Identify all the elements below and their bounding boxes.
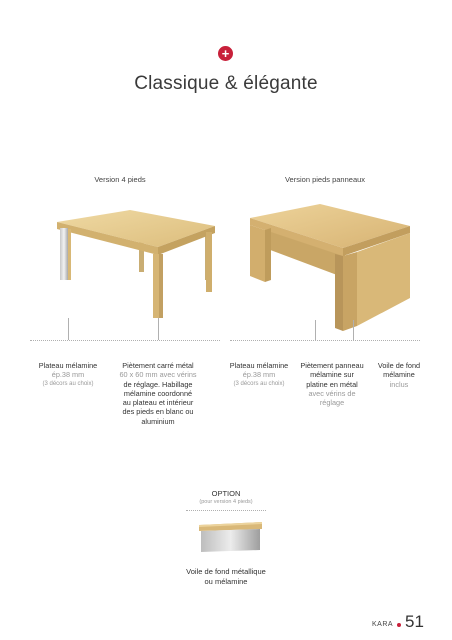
feature-pietement-carre: Piètement carré métal 60 x 60 mm avec vérins de réglage. Habillage mélamine coordonné au plateau et intérieur des pieds en blanc ou aluminium bbox=[119, 361, 197, 426]
connector-line bbox=[158, 318, 159, 340]
option-caption: Voile de fond métallique ou mélamine bbox=[186, 567, 266, 586]
separator-right bbox=[230, 340, 420, 341]
version-4-pieds-label: Version 4 pieds bbox=[94, 175, 146, 184]
page-title: Classique & élégante bbox=[134, 73, 318, 94]
connector-line bbox=[315, 320, 316, 340]
feature-pietement-panneau: Piètement panneau mélamine sur platine en métal avec vérins de réglage bbox=[300, 361, 364, 408]
connector-line bbox=[353, 320, 354, 340]
page-number: 51 bbox=[405, 612, 424, 631]
voile-de-fond-image bbox=[196, 521, 266, 553]
table-pieds-panneaux-image bbox=[245, 198, 415, 333]
option-subtitle: (pour version 4 pieds) bbox=[199, 499, 253, 505]
option-title: OPTION bbox=[211, 489, 241, 498]
separator-left bbox=[30, 340, 220, 341]
feature-plateau-panneaux: Plateau mélamine ép.38 mm (3 décors au choix) bbox=[229, 361, 289, 387]
plus-icon: + bbox=[218, 46, 233, 61]
footer-brand: KARA bbox=[372, 621, 394, 628]
feature-plateau-4-pieds: Plateau mélamine ép.38 mm (3 décors au choix) bbox=[38, 361, 98, 387]
feature-voile-de-fond: Voile de fond mélamine inclus bbox=[377, 361, 421, 389]
connector-line bbox=[68, 318, 69, 340]
table-4-pieds-image bbox=[40, 192, 220, 332]
footer-bullet bbox=[397, 623, 401, 627]
option-separator bbox=[186, 510, 266, 511]
version-pieds-panneaux-label: Version pieds panneaux bbox=[284, 175, 366, 184]
